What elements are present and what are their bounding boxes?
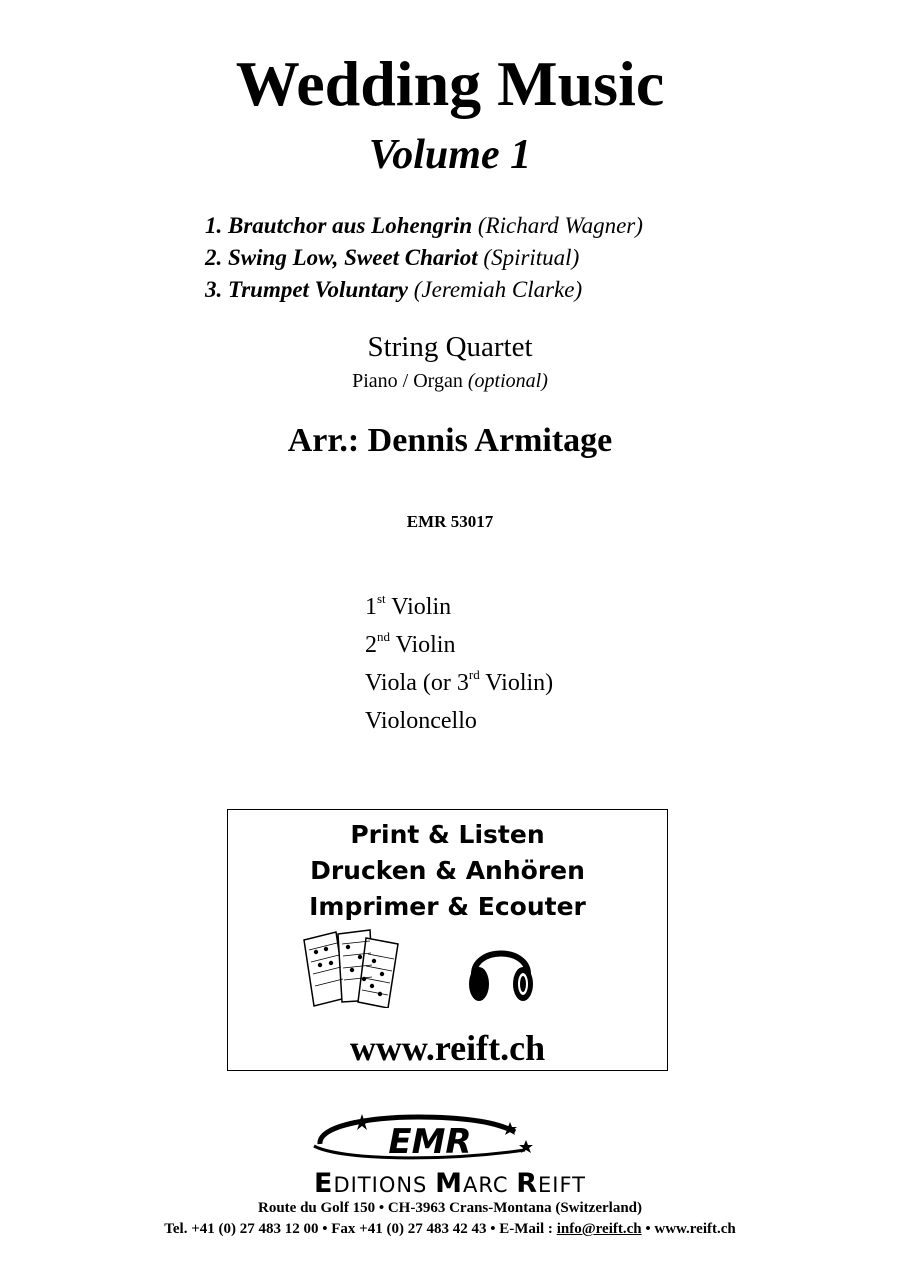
list-item — [365, 626, 553, 664]
ensemble-extra — [0, 371, 900, 391]
logo-text: EMR — [388, 1122, 472, 1162]
piece-composer: (Spiritual) — [483, 245, 580, 270]
parts-list — [365, 588, 553, 740]
list-item — [365, 702, 553, 740]
publisher-part: EIFT — [538, 1173, 586, 1197]
list-item — [205, 274, 643, 306]
publisher-part: ARC — [462, 1173, 517, 1197]
sheet-music-icon — [300, 928, 410, 1008]
piece-composer: (Richard Wagner) — [477, 213, 643, 238]
list-item — [205, 242, 643, 274]
catalog-number: EMR 53017 — [406, 512, 494, 531]
ensemble-extra-note: (optional) — [467, 370, 548, 392]
part-ordinal: st — [377, 591, 386, 606]
website-link[interactable]: www.reift.ch — [349, 1028, 546, 1068]
ensemble-extra-label: Piano / Organ — [352, 370, 463, 392]
piece-name: 3. Trumpet Voluntary — [205, 277, 408, 302]
part-text: 2 — [365, 632, 377, 658]
part-text: Violin) — [479, 670, 554, 696]
email-link[interactable]: info@reift.ch — [556, 1221, 642, 1237]
publisher-part: DITIONS — [333, 1173, 436, 1197]
part-text: 1 — [365, 594, 377, 620]
list-item — [365, 664, 553, 702]
list-item — [205, 210, 643, 242]
page-title: Wedding Music — [235, 48, 665, 119]
publisher-initial: M — [435, 1168, 463, 1199]
publisher-address: Route du Golf 150 • CH-3963 Crans-Montana (Switzerland) — [258, 1200, 642, 1216]
print-listen-box — [227, 809, 668, 1071]
part-text: Violoncello — [365, 708, 477, 734]
publisher-initial: E — [313, 1168, 334, 1199]
ensemble-name: String Quartet — [367, 331, 533, 363]
piece-name: 1. Brautchor aus Lohengrin — [205, 213, 473, 238]
emr-logo — [300, 1110, 550, 1165]
piece-composer: (Jeremiah Clarke) — [413, 277, 583, 302]
contact-phone-fax: Tel. +41 (0) 27 483 12 00 • Fax +41 (0) 27 483 42 43 • E-Mail : — [164, 1221, 557, 1237]
page-subtitle: Volume 1 — [368, 132, 532, 178]
promo-line: Drucken & Anhören — [310, 856, 585, 885]
promo-line: Print & Listen — [350, 820, 545, 849]
part-text: Violin — [390, 632, 456, 658]
promo-line: Imprimer & Ecouter — [309, 892, 586, 921]
arranger: Arr.: Dennis Armitage — [287, 422, 613, 459]
headphones-icon — [466, 932, 536, 1008]
part-text: Viola (or 3 — [365, 670, 469, 696]
publisher-name — [0, 1170, 900, 1197]
part-ordinal: nd — [377, 629, 390, 644]
list-item — [365, 588, 553, 626]
part-text: Violin — [385, 594, 452, 620]
contact-website: • www.reift.ch — [641, 1221, 736, 1237]
part-ordinal: rd — [468, 667, 480, 682]
publisher-contact — [0, 1222, 900, 1237]
piece-list — [205, 210, 643, 306]
publisher-initial: R — [516, 1168, 538, 1199]
piece-name: 2. Swing Low, Sweet Chariot — [205, 245, 478, 270]
